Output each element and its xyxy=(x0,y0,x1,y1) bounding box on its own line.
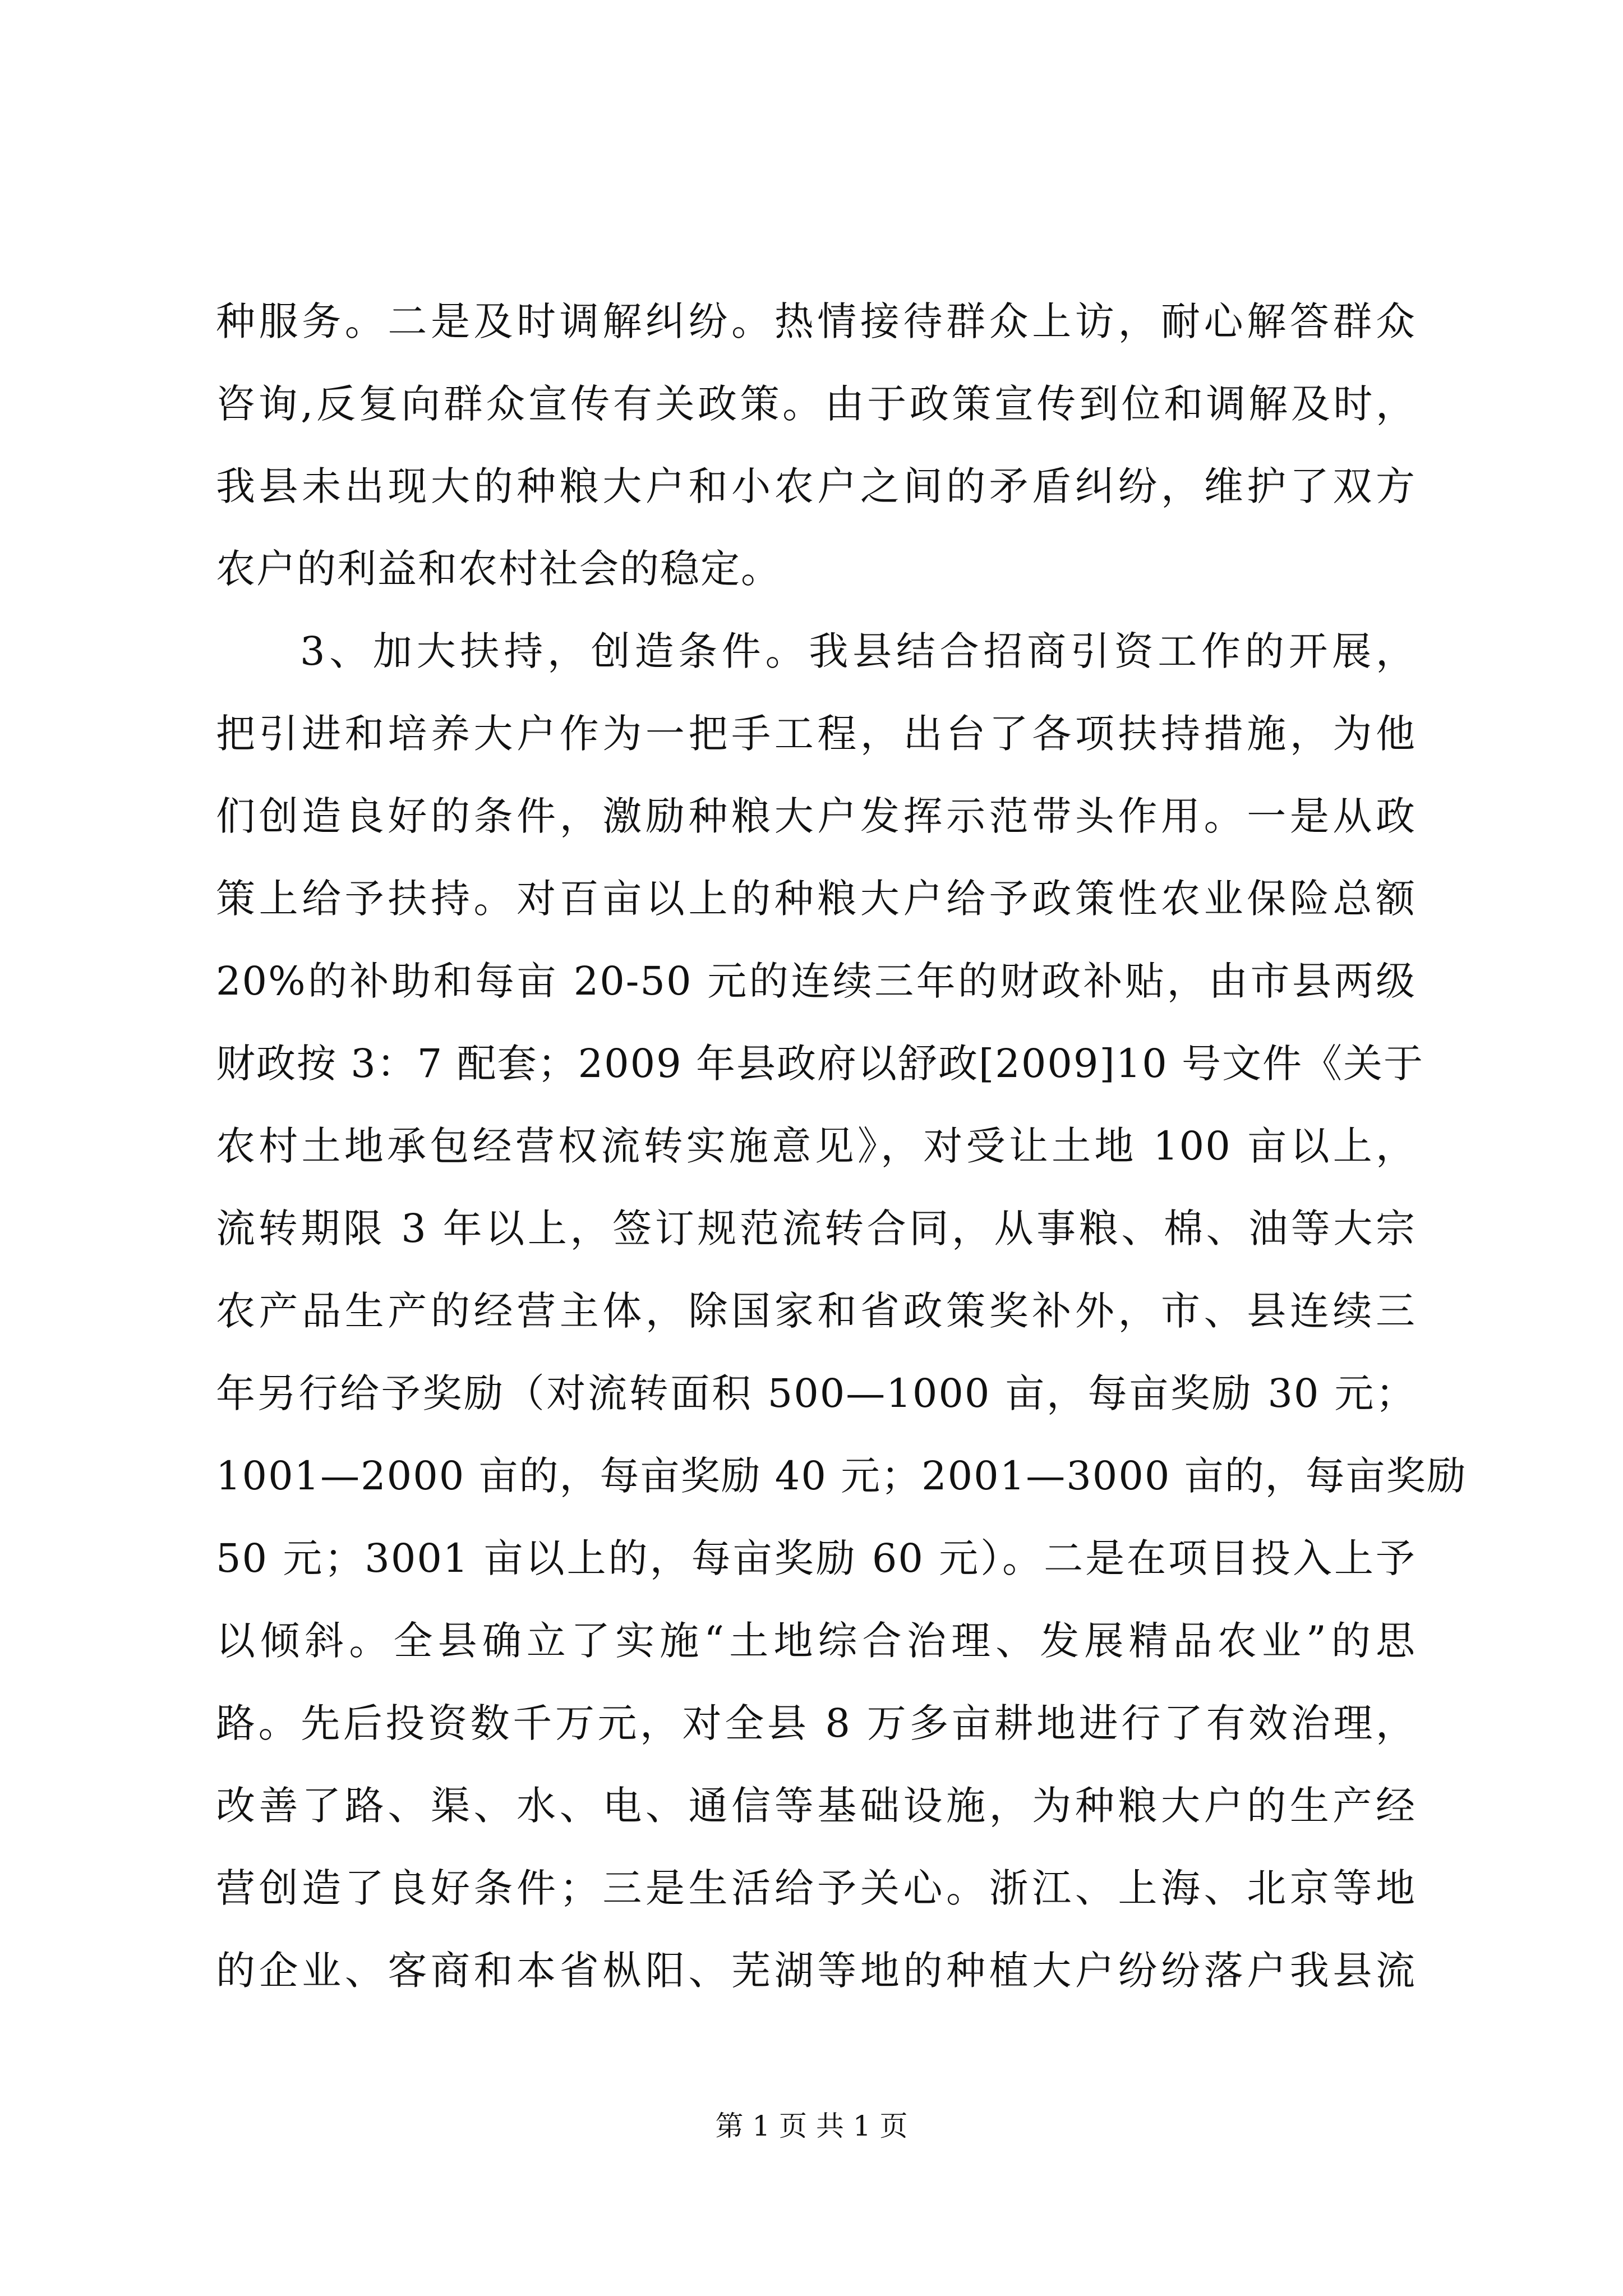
text-line: 种服务。二是及时调解纠纷。热情接待群众上访，耐心解答群众 xyxy=(216,298,1416,344)
text-line: 把引进和培养大户作为一把手工程，出台了各项扶持措施，为他 xyxy=(216,711,1416,757)
text-line: 以倾斜。全县确立了实施“土地综合治理、发展精品农业”的思 xyxy=(216,1618,1416,1664)
text-line: 流转期限 3 年以上，签订规范流转合同，从事粮、棉、油等大宗 xyxy=(216,1205,1416,1251)
text-line: 50 元；3001 亩以上的，每亩奖励 60 元）。二是在项目投入上予 xyxy=(216,1535,1416,1581)
text-line: 20%的补助和每亩 20-50 元的连续三年的财政补贴，由市县两级 xyxy=(216,958,1416,1004)
text-line: 年另行给予奖励（对流转面积 500—1000 亩，每亩奖励 30 元； xyxy=(216,1370,1416,1416)
body-text xyxy=(216,280,1467,2012)
text-line: 营创造了良好条件；三是生活给予关心。浙江、上海、北京等地 xyxy=(216,1865,1416,1911)
text-line: 路。先后投资数千万元，对全县 8 万多亩耕地进行了有效治理， xyxy=(216,1700,1416,1746)
text-line: 咨询,反复向群众宣传有关政策。由于政策宣传到位和调解及时， xyxy=(216,381,1416,427)
text-line: 我县未出现大的种粮大户和小农户之间的矛盾纠纷，维护了双方 xyxy=(216,463,1416,509)
text-line: 财政按 3：7 配套；2009 年县政府以舒政[2009]10 号文件《关于 xyxy=(216,1041,1424,1087)
text-line: 农村土地承包经营权流转实施意见》，对受让土地 100 亩以上， xyxy=(216,1123,1416,1169)
text-line: 的企业、客商和本省枞阳、芜湖等地的种植大户纷纷落户我县流 xyxy=(216,1948,1416,1994)
page-footer: 第 1 页 共 1 页 xyxy=(715,2110,908,2142)
text-line: 1001—2000 亩的，每亩奖励 40 元；2001—3000 亩的，每亩奖励 xyxy=(216,1453,1467,1499)
text-line: 农产品生产的经营主体，除国家和省政策奖补外，市、县连续三 xyxy=(216,1288,1416,1334)
text-line: 策上给予扶持。对百亩以上的种粮大户给予政策性农业保险总额 xyxy=(216,876,1416,922)
text-line: 们创造良好的条件，激励种粮大户发挥示范带头作用。一是从政 xyxy=(216,793,1416,839)
text-line: 农户的利益和农村社会的稳定。 xyxy=(216,546,781,592)
text-line: 3、加大扶持，创造条件。我县结合招商引资工作的开展， xyxy=(300,628,1416,674)
text-line: 改善了路、渠、水、电、通信等基础设施，为种粮大户的生产经 xyxy=(216,1783,1416,1829)
